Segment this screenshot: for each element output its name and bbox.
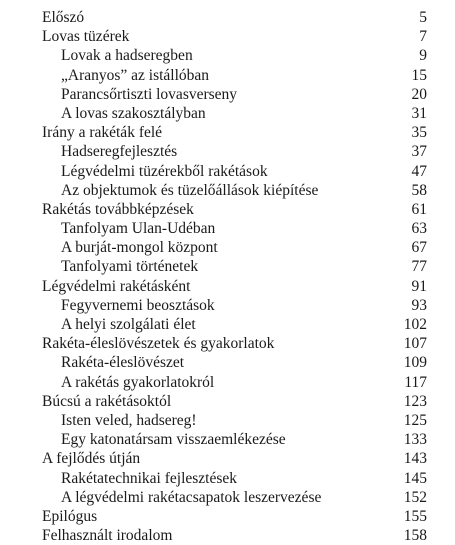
toc-entry [42, 200, 427, 219]
toc-entry-title: Búcsú a rakétásoktól [42, 392, 172, 410]
toc-subentry [42, 373, 427, 392]
toc-subentry [42, 142, 427, 161]
toc-subentry [42, 315, 427, 334]
toc-entry-page-number: 7 [419, 28, 427, 46]
toc-entry-page-number: 109 [403, 354, 427, 372]
toc-entry [42, 449, 427, 468]
toc-entry-page-number: 93 [411, 296, 427, 314]
toc-subentry [42, 296, 427, 315]
toc-entry-title: Az objektumok és tüzelőállások kiépítése [61, 181, 319, 199]
toc-entry-title: Irány a rakéták felé [42, 124, 163, 142]
toc-entry-title: A burját-mongol központ [61, 239, 218, 257]
toc-subentry [42, 469, 427, 488]
toc-entry-title: Rakétás továbbképzések [42, 200, 194, 218]
toc-subentry [42, 181, 427, 200]
toc-entry-title: A légvédelmi rakétacsapatok leszervezése [61, 488, 322, 506]
toc-entry-title: Epilógus [42, 507, 98, 525]
toc-entry-title: Előszó [42, 9, 85, 26]
toc-entry-title: Hadseregfejlesztés [61, 143, 178, 161]
toc-entry-title: Parancsőrtiszti lovasverseny [61, 85, 238, 103]
toc-entry-page-number: 91 [411, 277, 427, 295]
toc-entry-title: Felhasznált irodalom [42, 527, 173, 545]
toc-entry-page-number: 15 [411, 66, 427, 84]
toc-entry-title: Légvédelmi tüzérekből rakétások [61, 162, 268, 180]
toc-subentry [42, 430, 427, 449]
toc-entry-page-number: 155 [403, 507, 427, 525]
table-of-contents [42, 8, 427, 545]
toc-entry-page-number: 61 [411, 200, 427, 218]
toc-entry-page-number: 58 [411, 181, 427, 199]
toc-entry-title: Lovas tüzérek [42, 28, 130, 46]
toc-subentry [42, 85, 427, 104]
toc-entry-title: Tanfolyam Ulan-Udéban [61, 220, 216, 238]
toc-entry-page-number: 143 [403, 450, 427, 468]
toc-entry [42, 392, 427, 411]
toc-subentry [42, 488, 427, 507]
toc-entry-title: Rakétatechnikai fejlesztések [61, 469, 238, 487]
toc-entry-page-number: 77 [411, 258, 427, 276]
toc-entry-title: A rakétás gyakorlatokról [61, 373, 215, 391]
toc-entry-title: Egy katonatársam visszaemlékezése [61, 431, 286, 449]
toc-entry [42, 123, 427, 142]
toc-entry-title: Rakéta-éleslövészetek és gyakorlatok [42, 335, 275, 353]
toc-entry-page-number: 102 [403, 316, 427, 333]
toc-entry-page-number: 47 [411, 162, 427, 180]
toc-entry-page-number: 117 [404, 373, 427, 391]
toc-subentry [42, 257, 427, 276]
toc-subentry [42, 66, 427, 85]
toc-entry [42, 334, 427, 353]
toc-entry [42, 8, 427, 27]
toc-subentry [42, 162, 427, 181]
toc-entry-page-number: 63 [411, 220, 427, 238]
toc-entry-title: „Aranyos” az istállóban [61, 66, 210, 84]
toc-entry-page-number: 35 [411, 124, 427, 142]
toc-subentry [42, 411, 427, 430]
toc-subentry [42, 46, 427, 65]
toc-subentry [42, 238, 427, 257]
toc-entry-title: Légvédelmi rakétásként [42, 277, 191, 295]
toc-entry-title: A fejlődés útján [42, 450, 141, 468]
toc-entry-title: A lovas szakosztályban [61, 104, 206, 122]
toc-subentry [42, 219, 427, 238]
toc-entry-title: Isten veled, hadsereg! [61, 411, 197, 429]
toc-entry-title: Tanfolyami történetek [61, 258, 199, 276]
toc-entry-page-number: 5 [419, 9, 427, 26]
toc-entry-title: Lovak a hadseregben [61, 47, 193, 65]
toc-subentry [42, 104, 427, 123]
toc-entry-page-number: 123 [403, 392, 427, 410]
toc-entry-page-number: 125 [403, 411, 427, 429]
toc-entry [42, 526, 427, 545]
toc-subentry [42, 353, 427, 372]
toc-entry-page-number: 9 [419, 47, 427, 65]
toc-entry-page-number: 31 [411, 104, 427, 122]
toc-entry [42, 277, 427, 296]
toc-entry-page-number: 20 [411, 85, 427, 103]
toc-entry [42, 507, 427, 526]
toc-entry-page-number: 145 [403, 469, 427, 487]
toc-entry-page-number: 152 [403, 488, 427, 506]
toc-entry-title: A helyi szolgálati élet [61, 316, 196, 333]
toc-entry-page-number: 158 [403, 527, 427, 545]
toc-entry-page-number: 67 [411, 239, 427, 257]
toc-entry [42, 27, 427, 46]
toc-entry-title: Rakéta-éleslövészet [61, 354, 185, 372]
toc-entry-page-number: 37 [411, 143, 427, 161]
toc-entry-page-number: 133 [403, 431, 427, 449]
toc-entry-page-number: 107 [403, 335, 427, 353]
toc-entry-title: Fegyvernemi beosztások [61, 296, 215, 314]
